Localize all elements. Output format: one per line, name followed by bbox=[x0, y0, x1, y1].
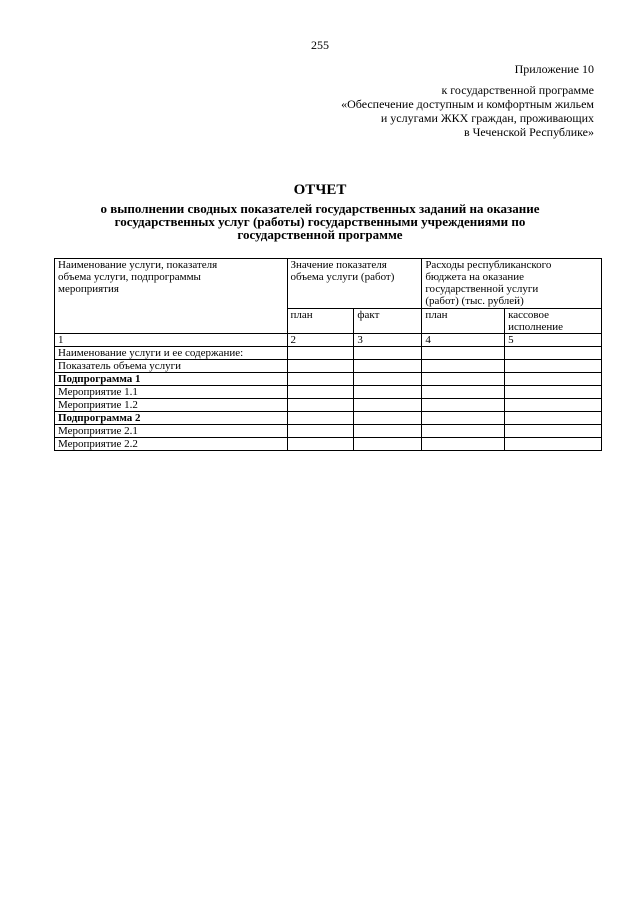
empty-cell bbox=[422, 347, 505, 360]
table-row bbox=[55, 412, 602, 425]
empty-cell bbox=[287, 360, 354, 373]
empty-cell bbox=[354, 347, 422, 360]
header-plan: план bbox=[287, 309, 354, 334]
page-number: 255 bbox=[311, 38, 329, 52]
empty-cell bbox=[354, 425, 422, 438]
empty-cell bbox=[422, 360, 505, 373]
header-line: Значение показателя bbox=[290, 259, 387, 271]
empty-cell bbox=[354, 386, 422, 399]
header-cash-execution bbox=[505, 309, 602, 334]
header-name-cell bbox=[55, 259, 288, 334]
header-plan: план bbox=[422, 309, 505, 334]
table-row bbox=[55, 399, 602, 412]
appendix-text bbox=[341, 83, 594, 139]
row-label: Наименование услуги и ее содержание: bbox=[55, 347, 288, 360]
empty-cell bbox=[422, 373, 505, 386]
column-number: 1 bbox=[55, 334, 288, 347]
header-line: (работ) (тыс. рублей) bbox=[425, 295, 524, 307]
header-line: кассовое bbox=[508, 309, 550, 321]
appendix-line: в Чеченской Республике» bbox=[463, 125, 594, 139]
empty-cell bbox=[354, 399, 422, 412]
table-row bbox=[55, 386, 602, 399]
row-label-subprogram: Подпрограмма 2 bbox=[55, 412, 288, 425]
row-label: Мероприятие 2.2 bbox=[55, 438, 288, 451]
table-row bbox=[55, 373, 602, 386]
header-line: объема услуги, подпрограммы bbox=[58, 271, 201, 283]
table-number-row bbox=[55, 334, 602, 347]
empty-cell bbox=[354, 360, 422, 373]
column-number: 2 bbox=[287, 334, 354, 347]
header-fact: факт bbox=[354, 309, 422, 334]
subtitle-line: государственных услуг (работы) государственными учреждениями по bbox=[114, 214, 526, 229]
table-row bbox=[55, 360, 602, 373]
empty-cell bbox=[505, 399, 602, 412]
subtitle-line: государственной программе bbox=[237, 227, 403, 242]
table-row bbox=[55, 438, 602, 451]
table-row bbox=[55, 425, 602, 438]
row-label: Мероприятие 1.2 bbox=[55, 399, 288, 412]
empty-cell bbox=[287, 412, 354, 425]
header-indicator-value bbox=[287, 259, 422, 309]
appendix-line: «Обеспечение доступным и комфортным жильем bbox=[341, 97, 594, 111]
header-line: Расходы республиканского bbox=[425, 259, 552, 271]
report-table bbox=[54, 258, 602, 451]
report-title: ОТЧЕТ bbox=[293, 182, 347, 198]
empty-cell bbox=[505, 347, 602, 360]
appendix-title: Приложение 10 bbox=[514, 62, 594, 76]
empty-cell bbox=[505, 438, 602, 451]
empty-cell bbox=[422, 386, 505, 399]
header-budget-expenses bbox=[422, 259, 602, 309]
column-number: 4 bbox=[422, 334, 505, 347]
empty-cell bbox=[354, 438, 422, 451]
empty-cell bbox=[287, 347, 354, 360]
empty-cell bbox=[287, 438, 354, 451]
empty-cell bbox=[354, 412, 422, 425]
appendix-line: к государственной программе bbox=[441, 83, 594, 97]
row-label: Мероприятие 2.1 bbox=[55, 425, 288, 438]
header-line: государственной услуги bbox=[425, 283, 539, 295]
empty-cell bbox=[505, 373, 602, 386]
empty-cell bbox=[422, 399, 505, 412]
report-subtitle bbox=[40, 202, 600, 241]
row-label: Показатель объема услуги bbox=[55, 360, 288, 373]
header-line: объема услуги (работ) bbox=[290, 271, 395, 283]
header-line: мероприятия bbox=[58, 283, 119, 295]
empty-cell bbox=[422, 412, 505, 425]
row-label-subprogram: Подпрограмма 1 bbox=[55, 373, 288, 386]
empty-cell bbox=[505, 360, 602, 373]
table-header-row bbox=[55, 259, 602, 309]
empty-cell bbox=[287, 373, 354, 386]
header-line: бюджета на оказание bbox=[425, 271, 525, 283]
row-label: Мероприятие 1.1 bbox=[55, 386, 288, 399]
column-number: 5 bbox=[505, 334, 602, 347]
empty-cell bbox=[287, 386, 354, 399]
table-row bbox=[55, 347, 602, 360]
empty-cell bbox=[505, 412, 602, 425]
header-line: Наименование услуги, показателя bbox=[58, 259, 218, 271]
empty-cell bbox=[287, 425, 354, 438]
column-number: 3 bbox=[354, 334, 422, 347]
empty-cell bbox=[354, 373, 422, 386]
appendix-line: и услугами ЖКХ граждан, проживающих bbox=[380, 111, 594, 125]
empty-cell bbox=[505, 386, 602, 399]
subtitle-line: о выполнении сводных показателей государственных заданий на оказание bbox=[100, 201, 540, 216]
empty-cell bbox=[422, 438, 505, 451]
empty-cell bbox=[287, 399, 354, 412]
empty-cell bbox=[422, 425, 505, 438]
empty-cell bbox=[505, 425, 602, 438]
header-line: исполнение bbox=[508, 321, 564, 333]
